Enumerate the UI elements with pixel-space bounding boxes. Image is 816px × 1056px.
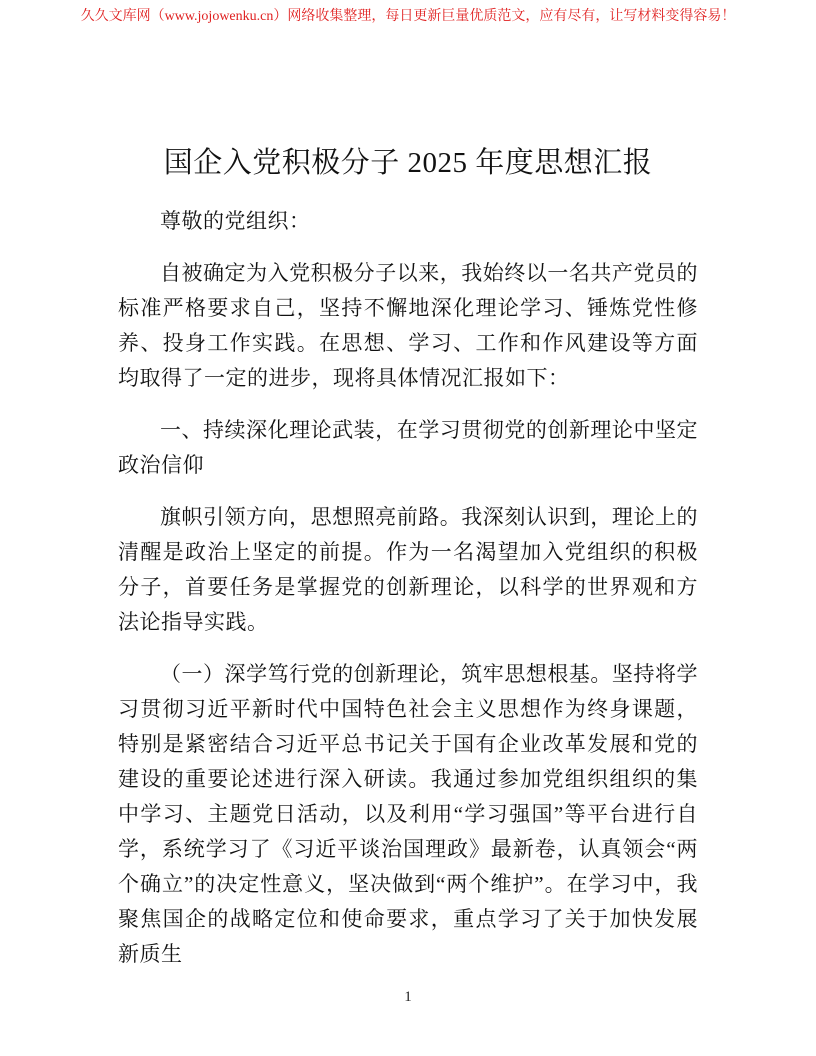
document-body	[118, 0, 698, 972]
body-paragraph-2: （一）深学笃行党的创新理论，筑牢思想根基。坚持将学习贯彻习近平新时代中国特色社会主义思想作为终身课题，特别是紧密结合习近平总书记关于国有企业改革发展和党的建设的重要论述进行深入研读。我通过参加党组织组织的集中学习、主题党日活动，以及利用“学习强国”等平台进行自学，系统学习了《习近平谈治国理政》最新卷，认真领会“两个确立”的决定性意义，坚决做到“两个维护”。在学习中，我聚焦国企的战略定位和使命要求，重点学习了关于加快发展新质生	[118, 662, 698, 966]
body-paragraph-1: 旗帜引领方向，思想照亮前路。我深刻认识到，理论上的清醒是政治上坚定的前提。作为一名渴望加入党组织的积极分子，首要任务是掌握党的创新理论，以科学的世界观和方法论指导实践。	[118, 505, 698, 634]
site-watermark-header: 久久文库网（www.jojowenku.cn）网络收集整理，每日更新巨量优质范文，应有尽有，让写材料变得容易！	[80, 9, 736, 24]
salutation: 尊敬的党组织：	[160, 209, 311, 233]
section-heading-1: 一、持续深化理论武装，在学习贯彻党的创新理论中坚定政治信仰	[118, 418, 698, 477]
page-number: 1	[404, 989, 412, 1005]
intro-paragraph: 自被确定为入党积极分子以来，我始终以一名共产党员的标准严格要求自己，坚持不懈地深化理论学习、锤炼党性修养、投身工作实践。在思想、学习、工作和作风建设等方面均取得了一定的进步，现将具体情况汇报如下：	[118, 261, 698, 390]
document-title: 国企入党积极分子 2025 年度思想汇报	[163, 147, 653, 179]
